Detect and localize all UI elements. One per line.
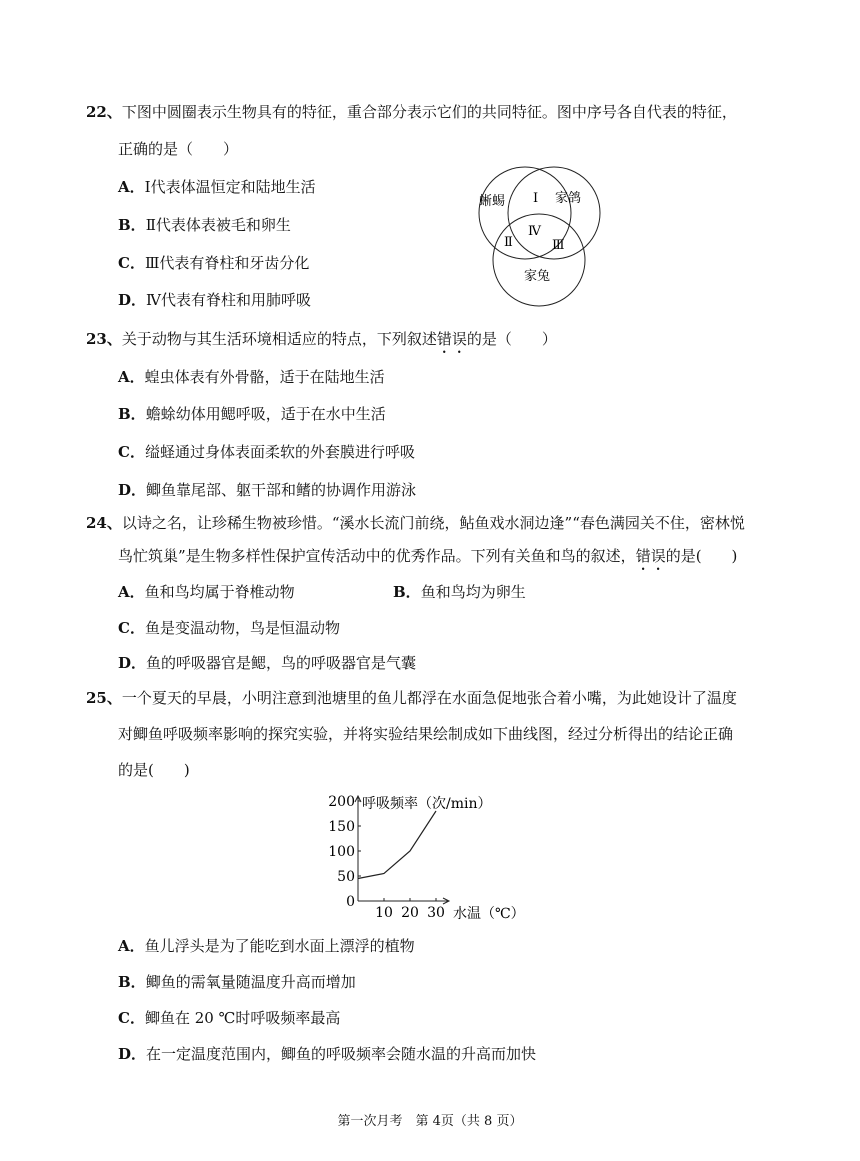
- q25-stem-line2: 对鲫鱼呼吸频率影响的探究实验，并将实验结果绘制成如下曲线图，经过分析得出的结论正确: [118, 725, 734, 743]
- q23-number: 23、: [86, 330, 122, 348]
- option-letter: D．: [118, 481, 147, 499]
- q22-stem-text: 下图中圆圈表示生物具有的特征，重合部分表示它们的共同特征。图中序号各自代表的特征，: [121, 103, 737, 121]
- q24-stem-line1: [86, 513, 745, 533]
- chart-x-tick-label: 10: [375, 905, 393, 921]
- q24-option-b: [393, 582, 526, 602]
- venn-label-rabbit: 家兔: [524, 269, 551, 284]
- q22-option-d: [118, 290, 311, 310]
- q22-option-c: [118, 253, 309, 273]
- option-text: 蟾蜍幼体用鳃呼吸，适于在水中生活: [145, 405, 386, 423]
- chart-series-line: [358, 811, 436, 879]
- q25-stem-text: 一个夏天的早晨，小明注意到池塘里的鱼儿都浮在水面急促地张合着小嘴，为此她设计了温度: [121, 689, 737, 707]
- option-letter: D．: [118, 291, 147, 309]
- q24-stem-text: 以诗之名，让珍稀生物被珍惜。“溪水长流门前绕，鲇鱼戏水洞边逢”“春色满园关不住，密林悦: [121, 514, 745, 532]
- venn-region-2: Ⅱ: [504, 235, 513, 250]
- q22-stem-line1: [86, 102, 737, 122]
- chart-y-tick-label: 50: [337, 869, 355, 885]
- venn-diagram: [455, 160, 615, 310]
- q25-option-b: [118, 972, 356, 992]
- q22-option-a: [118, 177, 316, 197]
- q24-stem-post: 的是( ): [665, 547, 738, 565]
- option-text: Ⅳ代表有脊柱和用肺呼吸: [146, 291, 312, 309]
- q22-number: 22、: [86, 103, 122, 121]
- venn-region-1: Ⅰ: [533, 191, 539, 206]
- option-text: 鱼的呼吸器官是鳃，鸟的呼吸器官是气囊: [146, 654, 417, 672]
- q24-option-c: [118, 618, 340, 638]
- option-letter: C．: [118, 1009, 145, 1027]
- option-letter: A．: [118, 178, 145, 196]
- q25-number: 25、: [86, 689, 122, 707]
- venn-region-3: Ⅲ: [552, 238, 565, 253]
- q25-option-d: [118, 1044, 536, 1064]
- venn-region-4: Ⅳ: [528, 224, 541, 239]
- venn-label-pigeon: 家鸽: [555, 191, 582, 206]
- venn-label-lizard: 蜥蜴: [479, 194, 506, 209]
- option-letter: A．: [118, 368, 145, 386]
- q24-stem-emphasis: 错误: [635, 547, 666, 565]
- q22-stem-line2: 正确的是（ ）: [118, 140, 239, 158]
- option-text: Ⅲ代表有脊柱和牙齿分化: [144, 254, 310, 272]
- option-letter: B．: [393, 583, 421, 601]
- option-letter: A．: [118, 937, 145, 955]
- option-letter: D．: [118, 1045, 147, 1063]
- option-text: Ⅰ代表体温恒定和陆地生活: [144, 178, 316, 196]
- q25-stem-line1: [86, 688, 737, 708]
- q24-option-d: [118, 653, 416, 673]
- chart-x-axis-label: 水温（℃）: [453, 906, 525, 922]
- option-letter: A．: [118, 583, 145, 601]
- q23-option-d: [118, 480, 416, 500]
- q23-stem-emphasis: 错误: [436, 330, 467, 348]
- option-text: Ⅱ代表体表被毛和卵生: [145, 216, 291, 234]
- option-letter: C．: [118, 254, 145, 272]
- option-letter: B．: [118, 973, 146, 991]
- q22-option-b: [118, 215, 291, 235]
- q25-option-a: [118, 936, 415, 956]
- option-text: 鲫鱼的需氧量随温度升高而增加: [145, 973, 356, 991]
- option-text: 鱼和鸟均属于脊椎动物: [144, 583, 295, 601]
- q23-option-a: [118, 367, 385, 387]
- option-letter: B．: [118, 405, 146, 423]
- chart-y-tick-label: 200: [328, 794, 355, 810]
- q23-stem-line1: [86, 329, 557, 357]
- option-letter: C．: [118, 619, 145, 637]
- q23-stem-pre: 关于动物与其生活环境相适应的特点，下列叙述: [121, 330, 437, 348]
- option-text: 缢蛏通过身体表面柔软的外套膜进行呼吸: [144, 443, 415, 461]
- q25-option-c: [118, 1008, 340, 1028]
- q23-option-b: [118, 404, 386, 424]
- chart-x-tick-label: 20: [401, 905, 419, 921]
- option-text: 鲫鱼在 20 ℃时呼吸频率最高: [144, 1009, 341, 1027]
- chart-y-tick-label: 100: [328, 844, 355, 860]
- chart-y-tick-label: 0: [346, 894, 355, 910]
- q25-stem-line3: 的是( ): [118, 761, 190, 779]
- q23-stem-post: 的是（ ）: [466, 330, 557, 348]
- option-letter: D．: [118, 654, 147, 672]
- page-footer: 第一次月考 第 4页（共 8 页）: [337, 1114, 523, 1129]
- option-text: 鱼是变温动物，鸟是恒温动物: [144, 619, 340, 637]
- chart-x-tick-label: 30: [427, 905, 445, 921]
- q24-stem-pre: 鸟忙筑巢”是生物多样性保护宣传活动中的优秀作品。下列有关鱼和鸟的叙述，: [118, 547, 636, 565]
- option-text: 鲫鱼靠尾部、躯干部和鳍的协调作用游泳: [146, 481, 417, 499]
- respiration-rate-chart: [320, 790, 540, 925]
- option-letter: B．: [118, 216, 146, 234]
- option-text: 在一定温度范围内，鲫鱼的呼吸频率会随水温的升高而加快: [146, 1045, 537, 1063]
- chart-y-tick-label: 150: [328, 819, 355, 835]
- chart-y-axis-label: 呼吸频率（次/min）: [362, 796, 492, 812]
- q24-number: 24、: [86, 514, 122, 532]
- option-letter: C．: [118, 443, 145, 461]
- option-text: 鱼儿浮头是为了能吃到水面上漂浮的植物: [144, 937, 415, 955]
- q23-option-c: [118, 442, 415, 462]
- q24-stem-line2: [118, 546, 737, 574]
- q24-option-a: [118, 582, 295, 602]
- option-text: 鱼和鸟均为卵生: [420, 583, 526, 601]
- option-text: 蝗虫体表有外骨骼，适于在陆地生活: [144, 368, 385, 386]
